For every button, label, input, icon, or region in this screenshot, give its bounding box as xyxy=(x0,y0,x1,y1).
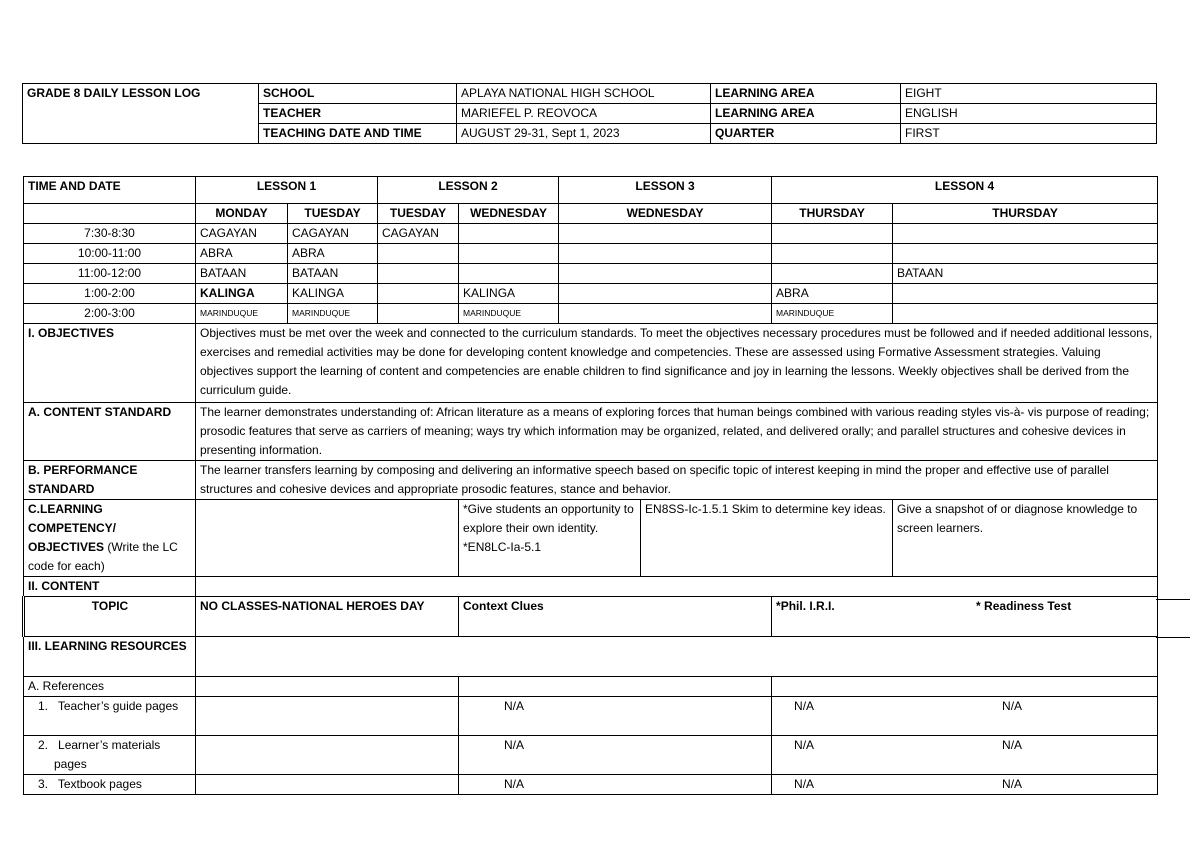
learning-area-label: LEARNING AREA xyxy=(711,84,901,104)
schedule-cell xyxy=(559,304,772,324)
schedule-cell xyxy=(559,264,772,284)
content-label: II. CONTENT xyxy=(24,577,196,597)
schedule-cell: ABRA xyxy=(288,244,378,264)
schedule-cell: MARINDUQUE xyxy=(772,304,893,324)
day-header: TUESDAY xyxy=(378,204,459,224)
day-header-blank xyxy=(24,204,196,224)
reference-label: Learner’s materials pages xyxy=(54,738,161,771)
schedule-cell xyxy=(772,244,893,264)
content-blank xyxy=(196,577,1158,597)
reference-value: N/A xyxy=(459,736,772,775)
competency-lesson-3: EN8SS-Ic-1.5.1 Skim to determine key ideas. xyxy=(641,500,893,577)
reference-item xyxy=(24,736,196,775)
schedule-cell xyxy=(772,264,893,284)
schedule-row xyxy=(24,224,1158,244)
reference-number: 1. xyxy=(38,699,49,713)
day-header: TUESDAY xyxy=(288,204,378,224)
reference-row xyxy=(24,775,1158,795)
references-cell xyxy=(196,677,459,697)
schedule-cell xyxy=(378,304,459,324)
learning-area-label: LEARNING AREA xyxy=(711,104,901,124)
reference-number: 2. xyxy=(38,738,49,752)
reference-row xyxy=(24,736,1158,775)
reference-value: N/A xyxy=(794,777,815,791)
competency-lesson-2 xyxy=(459,500,641,577)
topic-lesson-2: Context Clues xyxy=(459,597,772,637)
topic-lesson-1: NO CLASSES-NATIONAL HEROES DAY xyxy=(196,597,459,637)
teaching-date-value: AUGUST 29-31, Sept 1, 2023 xyxy=(457,124,711,144)
lesson-3-header: LESSON 3 xyxy=(559,177,772,204)
references-cell xyxy=(772,677,1158,697)
reference-values xyxy=(772,697,1158,736)
references-cell xyxy=(459,677,772,697)
learning-competency-title: C.LEARNING COMPETENCY/ OBJECTIVES xyxy=(28,502,117,554)
time-slot: 2:00-3:00 xyxy=(24,304,196,324)
reference-value: N/A xyxy=(1002,777,1023,791)
stray-rule xyxy=(1156,637,1190,638)
schedule-cell: KALINGA xyxy=(196,284,288,304)
reference-values xyxy=(772,736,1158,775)
day-header: MONDAY xyxy=(196,204,288,224)
schedule-cell: MARINDUQUE xyxy=(196,304,288,324)
schedule-cell xyxy=(559,224,772,244)
competency-lesson-1 xyxy=(196,500,459,577)
schedule-cell xyxy=(893,304,1158,324)
schedule-row xyxy=(24,284,1158,304)
schedule-cell xyxy=(893,284,1158,304)
reference-item xyxy=(24,697,196,736)
schedule-cell: KALINGA xyxy=(288,284,378,304)
schedule-cell: MARINDUQUE xyxy=(459,304,559,324)
stray-rule xyxy=(1156,599,1190,600)
teaching-date-label: TEACHING DATE AND TIME xyxy=(259,124,457,144)
schedule-row xyxy=(24,244,1158,264)
lesson-1-header: LESSON 1 xyxy=(196,177,378,204)
reference-values xyxy=(772,775,1158,795)
quarter-label: QUARTER xyxy=(711,124,901,144)
time-date-header: TIME AND DATE xyxy=(24,177,196,204)
schedule-cell xyxy=(459,264,559,284)
learning-resources-label: III. LEARNING RESOURCES xyxy=(24,637,196,677)
schedule-row xyxy=(24,304,1158,324)
day-header: WEDNESDAY xyxy=(559,204,772,224)
log-title: GRADE 8 DAILY LESSON LOG xyxy=(23,84,259,144)
schedule-row xyxy=(24,264,1158,284)
schedule-cell xyxy=(893,224,1158,244)
learning-area-value: EIGHT xyxy=(901,84,1157,104)
competency-lesson-4: Give a snapshot of or diagnose knowledge to screen learners. xyxy=(893,500,1158,577)
objectives-label: I. OBJECTIVES xyxy=(24,324,196,403)
lesson-4-header: LESSON 4 xyxy=(772,177,1158,204)
reference-label: Teacher’s guide pages xyxy=(57,699,179,713)
reference-value: N/A xyxy=(1002,699,1023,713)
time-slot: 10:00-11:00 xyxy=(24,244,196,264)
lesson-plan-table xyxy=(22,176,1158,795)
header-table xyxy=(22,83,1157,144)
time-slot: 7:30-8:30 xyxy=(24,224,196,244)
reference-number: 3. xyxy=(38,777,49,791)
schedule-cell: KALINGA xyxy=(459,284,559,304)
schedule-cell: BATAAN xyxy=(893,264,1158,284)
content-standard-text: The learner demonstrates understanding of: African literature as a means of exploring forces that human beings combined with various reading styles vis-à- vis purpose of reading; prosodic features that serve as carriers of meaning; ways try which information may be organized, related, and delivered orally; and parallel structures and cohesive devices in presenting information. xyxy=(196,403,1158,461)
schedule-cell: CAGAYAN xyxy=(378,224,459,244)
schedule-cell: CAGAYAN xyxy=(288,224,378,244)
schedule-cell xyxy=(893,244,1158,264)
school-value: APLAYA NATIONAL HIGH SCHOOL xyxy=(457,84,711,104)
performance-standard-label: B. PERFORMANCE STANDARD xyxy=(24,461,196,500)
teacher-value: MARIEFEL P. REOVOCA xyxy=(457,104,711,124)
reference-row xyxy=(24,697,1158,736)
schedule-cell: BATAAN xyxy=(196,264,288,284)
schedule-cell: CAGAYAN xyxy=(196,224,288,244)
references-label: A. References xyxy=(24,677,196,697)
reference-blank xyxy=(196,697,459,736)
learning-competency-label xyxy=(24,500,196,577)
reference-label: Textbook pages xyxy=(57,777,142,791)
schedule-cell xyxy=(378,264,459,284)
topic-lesson-4: * Readiness Test xyxy=(976,599,1072,613)
topic-label: TOPIC xyxy=(24,597,196,637)
schedule-cell xyxy=(559,284,772,304)
reference-value: N/A xyxy=(794,738,815,752)
schedule-cell xyxy=(378,244,459,264)
quarter-value: FIRST xyxy=(901,124,1157,144)
reference-value: N/A xyxy=(459,775,772,795)
learning-resources-blank xyxy=(196,637,1158,677)
performance-standard-text: The learner transfers learning by composing and delivering an informative speech based on specific topic of interest keeping in mind the proper and effective use of parallel structures and cohesive devices and appropriate prosodic features, stance and behavior. xyxy=(196,461,1158,500)
schedule-cell xyxy=(772,224,893,244)
reference-value: N/A xyxy=(459,697,772,736)
schedule-cell: MARINDUQUE xyxy=(288,304,378,324)
content-standard-label: A. CONTENT STANDARD xyxy=(24,403,196,461)
schedule-cell xyxy=(378,284,459,304)
schedule-cell xyxy=(459,244,559,264)
topic-lessons-3-4 xyxy=(772,597,1158,637)
competency-lesson-2-text: *Give students an opportunity to explore their own identity. xyxy=(463,502,634,535)
learning-competency-note: (Write the LC code for each) xyxy=(28,540,178,573)
school-label: SCHOOL xyxy=(259,84,457,104)
teacher-label: TEACHER xyxy=(259,104,457,124)
reference-value: N/A xyxy=(1002,738,1023,752)
reference-blank xyxy=(196,736,459,775)
reference-value: N/A xyxy=(794,699,815,713)
schedule-cell: ABRA xyxy=(772,284,893,304)
lesson-2-header: LESSON 2 xyxy=(378,177,559,204)
schedule-cell xyxy=(559,244,772,264)
time-slot: 11:00-12:00 xyxy=(24,264,196,284)
topic-lesson-3: *Phil. I.R.I. xyxy=(776,599,835,613)
schedule-cell: ABRA xyxy=(196,244,288,264)
day-header: WEDNESDAY xyxy=(459,204,559,224)
time-slot: 1:00-2:00 xyxy=(24,284,196,304)
reference-blank xyxy=(196,775,459,795)
schedule-cell xyxy=(459,224,559,244)
objectives-text: Objectives must be met over the week and connected to the curriculum standards. To meet the objectives necessary procedures must be followed and if needed additional lessons, exercises and remedial activities may be done for developing content knowledge and competencies. These are assessed using Formative Assessment strategies. Valuing objectives support the learning of content and competencies are enable children to find significance and joy in learning the lessons. Weekly objectives shall be derived from the curriculum guide. xyxy=(196,324,1158,403)
day-header: THURSDAY xyxy=(772,204,893,224)
reference-item xyxy=(24,775,196,795)
competency-lesson-2-code: *EN8LC-Ia-5.1 xyxy=(463,540,542,554)
day-header: THURSDAY xyxy=(893,204,1158,224)
learning-area-value: ENGLISH xyxy=(901,104,1157,124)
schedule-cell: BATAAN xyxy=(288,264,378,284)
